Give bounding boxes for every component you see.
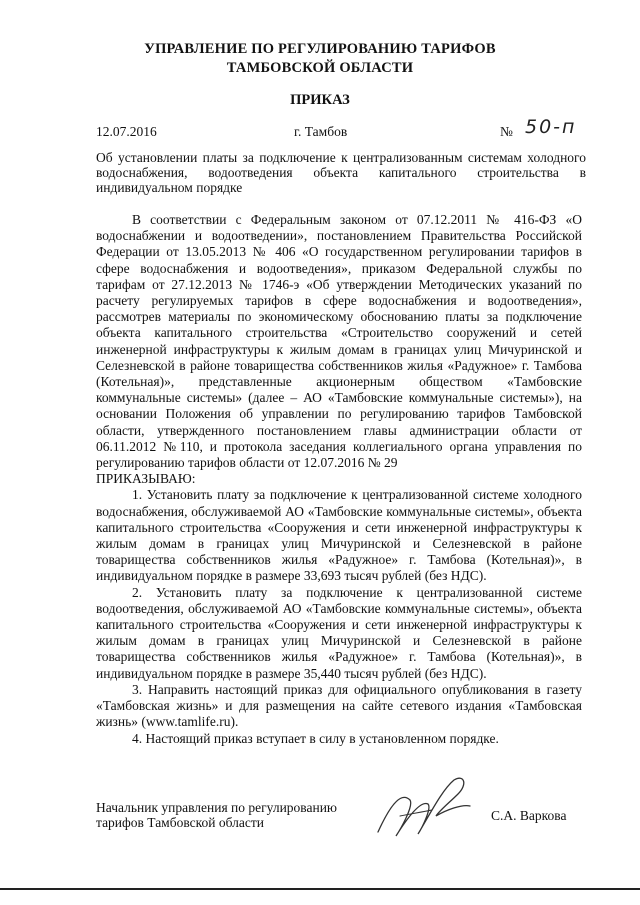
- signatory-position-line: Начальник управления по регулированию: [96, 800, 338, 815]
- agency-region: ТАМБОВСКОЙ ОБЛАСТИ: [226, 60, 414, 76]
- order-item: 4. Настоящий приказ вступает в силу в установленном порядке.: [132, 730, 499, 746]
- order-item: 1. Установить плату за подключение к централизованной системе холодного водоснабжения, обслуживаемой АО «Тамбовские коммунальные системы», объекта капитального строительства «Сооружения и сети инженерной инфраструктуры к жилым домам в границах улиц Мичуринской и Селезневской в районе товарищества собственников жилья «Радужное» г. Тамбова (Котельная)», в индивидуальном порядке в размере 33,693 тысяч рублей (без НДС).: [96, 487, 582, 584]
- document-type: ПРИКАЗ: [290, 92, 350, 108]
- page-bottom-divider: [0, 888, 640, 890]
- agency-name: УПРАВЛЕНИЕ ПО РЕГУЛИРОВАНИЮ ТАРИФОВ: [144, 41, 496, 57]
- document-subject: Об установлении платы за подключение к централизованным системам холодного водоснабжения, водоотведения объекта капитального строительства в индивидуальном порядке: [96, 150, 586, 195]
- order-item: 3. Направить настоящий приказ для официального опубликования в газету «Тамбовская жизнь» и для размещения на сайте сетевого издания «Тамбовская жизнь» (www.tamlife.ru).: [96, 681, 582, 730]
- order-word: ПРИКАЗЫВАЮ:: [96, 471, 196, 487]
- order-item: 2. Установить плату за подключение к централизованной системе водоотведения, обслуживаемой АО «Тамбовские коммунальные системы», объекта капитального строительства «Сооружения и сети инженерной инфраструктуры к жилым домам в границах улиц Мичуринской и Селезневской в районе товарищества собственников жилья «Радужное» г. Тамбова (Котельная)», в индивидуальном порядке в размере 35,440 тысяч рублей (без НДС).: [96, 584, 582, 681]
- number-label: №: [500, 124, 513, 139]
- preamble-paragraph: В соответствии с Федеральным законом от 07.12.2011 № 416-ФЗ «О водоснабжении и водоотведении», постановлением Правительства Российской Федерации от 13.05.2013 № 406 «О государственном регулировании тарифов в сфере водоснабжения и водоотведения», приказом Федеральной службы по тарифам от 27.12.2013 № 1746-э «Об утверждении Методических указаний по расчету регулируемых тарифов в сфере водоснабжения и водоотведения», рассмотрев материалы по экономическому обоснованию платы за подключение объекта капитального строительства «Строительство сооружений и сетей инженерной инфраструктуры к жилым домам в границах улиц Мичуринской и Селезневской в районе товарищества собственников жилья «Радужное» г. Тамбова (Котельная)», представленные акционерным обществом «Тамбовские коммунальные системы» (далее – АО «Тамбовские коммунальные системы»), на основании Положения об управлении по регулированию тарифов Тамбовской области, утвержденного постановлением главы администрации области от 06.11.2012 №110, и протокола заседания коллегиального органа управления по регулированию тарифов области от 12.07.2016 № 29: [96, 212, 582, 471]
- handwritten-number: 50-п: [525, 116, 577, 138]
- signatory-name: С.А. Варкова: [491, 808, 567, 823]
- document-date: 12.07.2016: [96, 124, 157, 139]
- document-body: [96, 212, 582, 747]
- signatory-position-line: тарифов Тамбовской области: [96, 815, 264, 830]
- document-city: г. Тамбов: [294, 124, 348, 139]
- handwritten-signature: [370, 770, 480, 850]
- signatory-position: [96, 800, 337, 830]
